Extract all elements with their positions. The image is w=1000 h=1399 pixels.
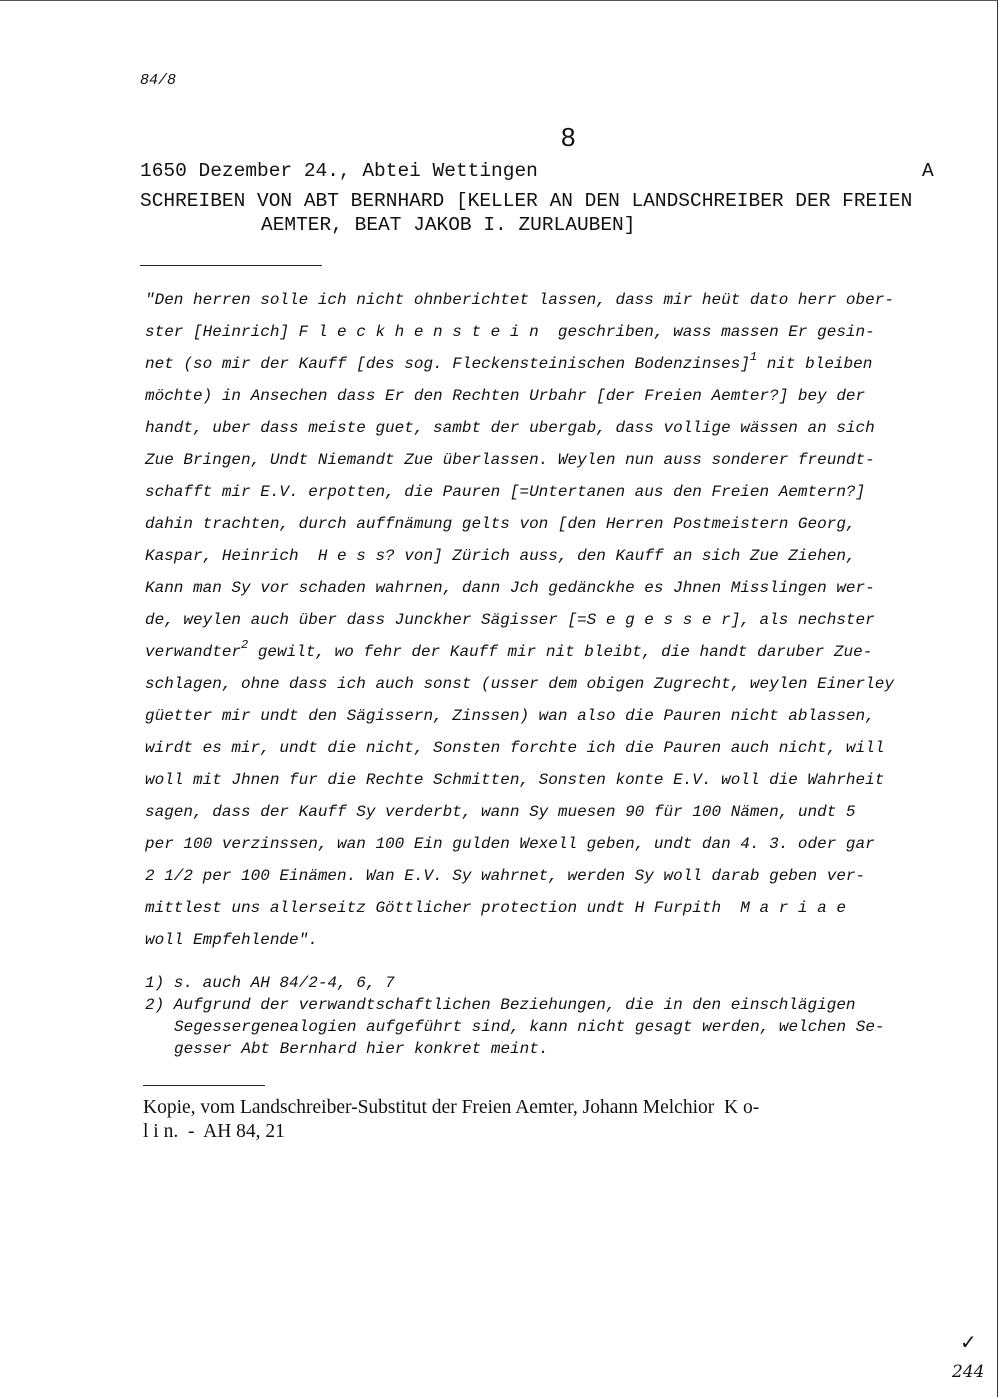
body-line-text: möchte) in Ansechen dass Er den Rechten Urbahr [der Freien Aemter?] bey der [145, 387, 866, 405]
body-line-text: de, weylen auch über dass Junckher Sägisser [=S e g e s s e r], als nechster [145, 611, 875, 629]
separator-rule [140, 265, 322, 266]
body-line [145, 796, 945, 828]
body-line [145, 924, 945, 956]
body-line-text: gewilt, wo fehr der Kauff mir nit bleibt, die handt daruber Zue- [248, 643, 873, 661]
source-line-2: l i n. - AH 84, 21 [143, 1121, 285, 1142]
source-note [143, 1096, 963, 1144]
body-line-text: ster [Heinrich] F l e c k h e n s t e i n geschriben, wass massen Er gesin- [145, 323, 875, 341]
body-line [145, 412, 945, 444]
body-line [145, 892, 945, 924]
checkmark-icon: ✓ [960, 1330, 977, 1354]
body-line-text: "Den herren solle ich nicht ohnberichtet lassen, dass mir heüt dato herr ober- [145, 291, 894, 309]
footnote-marker: 1 [749, 350, 758, 364]
letter-body [145, 284, 945, 956]
body-line-text: sagen, dass der Kauff Sy verderbt, wann Sy muesen 90 für 100 Nämen, undt 5 [145, 803, 856, 821]
footnote-line: 2) Aufgrund der verwandtschaftlichen Beziehungen, die in den einschlägigen [145, 996, 856, 1014]
document-title-line-2: AEMTER, BEAT JAKOB I. ZURLAUBEN] [261, 214, 636, 236]
body-line [145, 284, 945, 316]
body-line [145, 476, 945, 508]
body-line-text: Kaspar, Heinrich H e s s? von] Zürich auss, den Kauff an sich Zue Ziehen, [145, 547, 856, 565]
handwritten-page-number: 244 [952, 1362, 985, 1382]
body-line-text: schafft mir E.V. erpotten, die Pauren [=Untertanen aus den Freien Aemtern?] [145, 483, 866, 501]
body-line [145, 828, 945, 860]
body-line [145, 540, 945, 572]
body-line-text: wirdt es mir, undt die nicht, Sonsten forchte ich die Pauren auch nicht, will [145, 739, 885, 757]
body-line-text: dahin trachten, durch auffnämung gelts von [den Herren Postmeistern Georg, [145, 515, 856, 533]
body-line-text: schlagen, ohne dass ich auch sonst (usser dem obigen Zugrecht, weylen Einerley [145, 675, 894, 693]
footnote-line: 1) s. auch AH 84/2-4, 6, 7 [145, 974, 395, 992]
body-line [145, 572, 945, 604]
separator-rule [143, 1085, 265, 1086]
source-line-1: Kopie, vom Landschreiber-Substitut der Freien Aemter, Johann Melchior K o- [143, 1097, 760, 1118]
body-line [145, 316, 945, 348]
body-line [145, 732, 945, 764]
body-line [145, 604, 945, 636]
body-line-text: nit bleiben [757, 355, 873, 373]
body-line [145, 860, 945, 892]
date-place: 1650 Dezember 24., Abtei Wettingen [140, 160, 538, 182]
body-line-text: mittlest uns allerseitz Göttlicher protection undt H Furpith M a r i a e [145, 899, 846, 917]
footnote-line: gesser Abt Bernhard hier konkret meint. [174, 1040, 549, 1058]
body-line [145, 380, 945, 412]
body-line [145, 508, 945, 540]
body-line [145, 636, 945, 668]
body-line-text: handt, uber dass meiste guet, sambt der ubergab, dass vollige wässen an sich [145, 419, 875, 437]
body-line [145, 444, 945, 476]
document-number: 8 [561, 122, 576, 152]
body-line-text: per 100 verzinssen, wan 100 Ein gulden Wexell geben, undt dan 4. 3. oder gar [145, 835, 875, 853]
letter-code: A [922, 160, 934, 182]
footnotes [145, 972, 945, 1060]
body-line [145, 700, 945, 732]
body-line [145, 764, 945, 796]
body-line-text: güetter mir undt den Sägissern, Zinssen) wan also die Pauren nicht ablassen, [145, 707, 875, 725]
body-line-text: Kann man Sy vor schaden wahrnen, dann Jch gedänckhe es Jhnen Misslingen wer- [145, 579, 875, 597]
body-line [145, 348, 945, 380]
body-line-text: Zue Bringen, Undt Niemandt Zue überlassen. Weylen nun auss sonderer freundt- [145, 451, 875, 469]
document-title-line-1: SCHREIBEN VON ABT BERNHARD [KELLER AN DEN LANDSCHREIBER DER FREIEN [140, 190, 913, 212]
body-line-text: net (so mir der Kauff [des sog. Fleckensteinischen Bodenzinses] [145, 355, 750, 373]
body-line [145, 668, 945, 700]
body-line-text: 2 1/2 per 100 Einämen. Wan E.V. Sy wahrnet, werden Sy woll darab geben ver- [145, 867, 866, 885]
footnote-marker: 2 [241, 638, 249, 652]
body-line-text: woll mit Jhnen fur die Rechte Schmitten, Sonsten konte E.V. woll die Wahrheit [145, 771, 885, 789]
body-line-text: verwandter [145, 643, 242, 661]
body-line-text: woll Empfehlende". [145, 931, 318, 949]
archive-reference: 84/8 [140, 72, 177, 89]
footnote-line: Segessergenealogien aufgeführt sind, kann nicht gesagt werden, welchen Se- [174, 1018, 885, 1036]
